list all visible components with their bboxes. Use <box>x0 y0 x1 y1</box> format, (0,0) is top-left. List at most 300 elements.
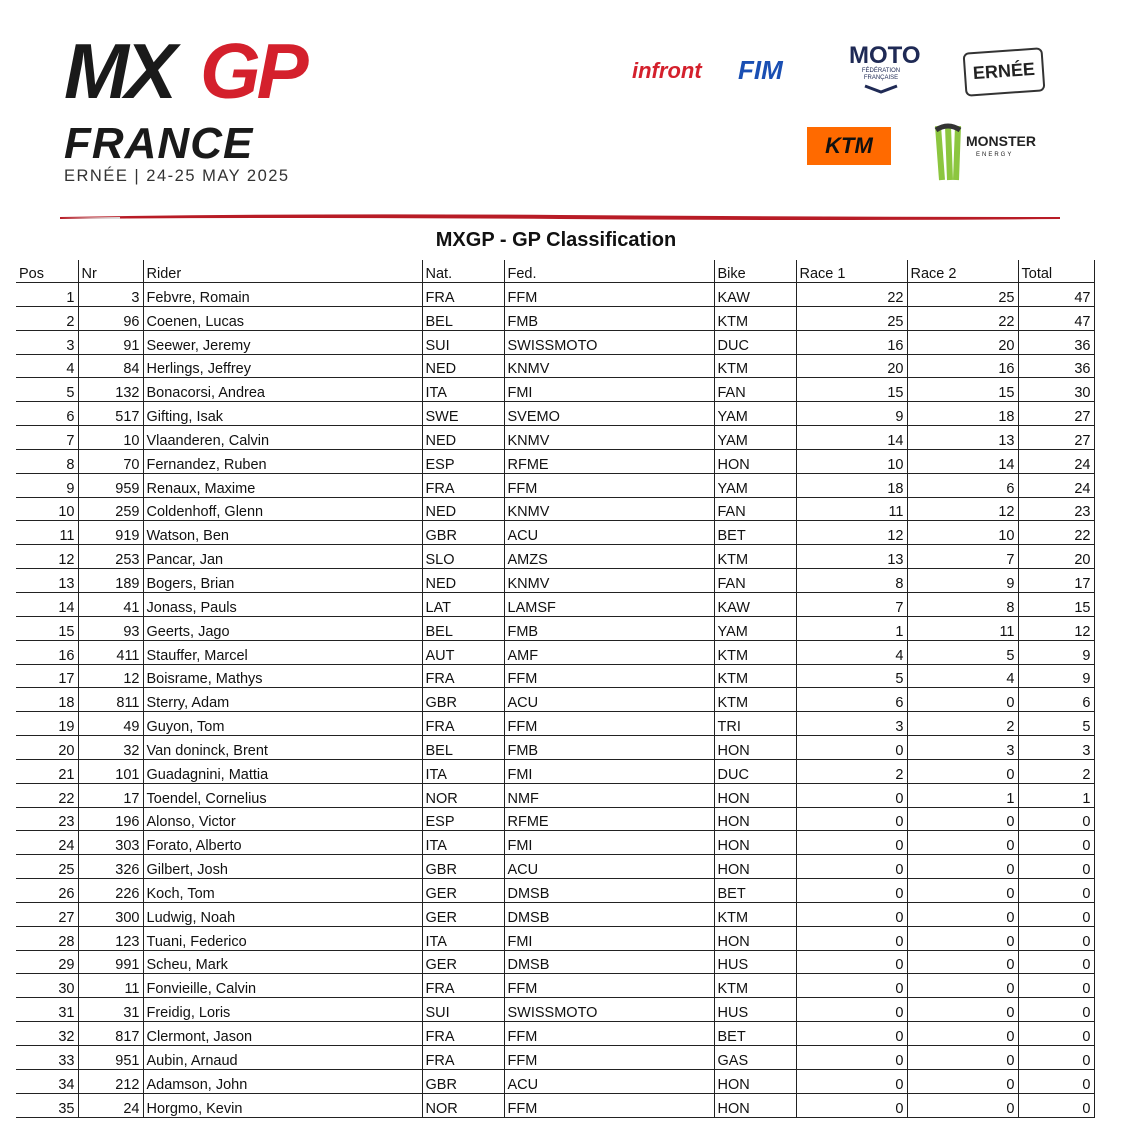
cell-fed: FFM <box>504 283 714 307</box>
cell-fed: AMZS <box>504 545 714 569</box>
cell-rider: Sterry, Adam <box>143 688 422 712</box>
cell-bike: KAW <box>714 592 796 616</box>
table-row <box>16 1093 1094 1117</box>
cell-race2: 11 <box>907 616 1018 640</box>
cell-race2: 13 <box>907 426 1018 450</box>
cell-race1: 8 <box>796 569 907 593</box>
cell-nr: 811 <box>78 688 143 712</box>
cell-bike: KTM <box>714 688 796 712</box>
cell-fed: ACU <box>504 688 714 712</box>
classification-table <box>16 260 1095 1118</box>
column-header-race1: Race 1 <box>796 260 907 283</box>
cell-race1: 0 <box>796 1069 907 1093</box>
cell-bike: HON <box>714 831 796 855</box>
table-row <box>16 569 1094 593</box>
column-header-nat: Nat. <box>422 260 504 283</box>
cell-pos: 14 <box>16 592 78 616</box>
cell-race2: 0 <box>907 879 1018 903</box>
cell-bike: BET <box>714 879 796 903</box>
cell-nat: NED <box>422 354 504 378</box>
cell-rider: Coldenhoff, Glenn <box>143 497 422 521</box>
cell-bike: YAM <box>714 473 796 497</box>
cell-race2: 12 <box>907 497 1018 521</box>
cell-nat: BEL <box>422 306 504 330</box>
cell-nat: BEL <box>422 616 504 640</box>
cell-race2: 6 <box>907 473 1018 497</box>
event-name: FRANCE <box>64 119 254 168</box>
table-body <box>16 283 1094 1118</box>
column-header-rider: Rider <box>143 260 422 283</box>
cell-pos: 16 <box>16 640 78 664</box>
cell-total: 0 <box>1018 1069 1094 1093</box>
page-title: MXGP - GP Classification <box>435 229 677 251</box>
cell-fed: ACU <box>504 521 714 545</box>
cell-nat: FRA <box>422 664 504 688</box>
table-row <box>16 306 1094 330</box>
cell-race2: 8 <box>907 592 1018 616</box>
cell-race1: 0 <box>796 950 907 974</box>
cell-race1: 2 <box>796 759 907 783</box>
cell-race2: 0 <box>907 831 1018 855</box>
cell-nat: FRA <box>422 473 504 497</box>
cell-pos: 5 <box>16 378 78 402</box>
cell-nat: LAT <box>422 592 504 616</box>
cell-fed: FFM <box>504 1046 714 1070</box>
cell-fed: KNMV <box>504 497 714 521</box>
cell-bike: DUC <box>714 330 796 354</box>
cell-nr: 93 <box>78 616 143 640</box>
cell-pos: 4 <box>16 354 78 378</box>
cell-nat: GER <box>422 950 504 974</box>
cell-nr: 91 <box>78 330 143 354</box>
cell-race1: 20 <box>796 354 907 378</box>
cell-nr: 517 <box>78 402 143 426</box>
cell-pos: 3 <box>16 330 78 354</box>
cell-bike: HON <box>714 736 796 760</box>
cell-nr: 919 <box>78 521 143 545</box>
cell-pos: 11 <box>16 521 78 545</box>
cell-rider: Jonass, Pauls <box>143 592 422 616</box>
table-row <box>16 354 1094 378</box>
cell-pos: 29 <box>16 950 78 974</box>
cell-nat: NED <box>422 426 504 450</box>
infront-logo: infront <box>632 58 702 83</box>
cell-race1: 0 <box>796 1093 907 1117</box>
cell-race2: 7 <box>907 545 1018 569</box>
cell-race2: 0 <box>907 1093 1018 1117</box>
column-header-nr: Nr <box>78 260 143 283</box>
cell-rider: Tuani, Federico <box>143 926 422 950</box>
cell-nat: ITA <box>422 378 504 402</box>
cell-race2: 15 <box>907 378 1018 402</box>
cell-rider: Vlaanderen, Calvin <box>143 426 422 450</box>
cell-fed: SWISSMOTO <box>504 998 714 1022</box>
cell-race1: 14 <box>796 426 907 450</box>
cell-nat: FRA <box>422 712 504 736</box>
column-header-total: Total <box>1018 260 1094 283</box>
table-row <box>16 616 1094 640</box>
table-row <box>16 783 1094 807</box>
cell-race1: 25 <box>796 306 907 330</box>
cell-bike: YAM <box>714 616 796 640</box>
cell-total: 17 <box>1018 569 1094 593</box>
cell-nr: 951 <box>78 1046 143 1070</box>
cell-race1: 0 <box>796 783 907 807</box>
cell-bike: BET <box>714 521 796 545</box>
table-row <box>16 736 1094 760</box>
cell-race2: 0 <box>907 1069 1018 1093</box>
cell-rider: Toendel, Cornelius <box>143 783 422 807</box>
cell-race2: 0 <box>907 1046 1018 1070</box>
cell-race2: 0 <box>907 974 1018 998</box>
cell-rider: Freidig, Loris <box>143 998 422 1022</box>
cell-fed: DMSB <box>504 902 714 926</box>
cell-total: 9 <box>1018 640 1094 664</box>
cell-fed: ACU <box>504 855 714 879</box>
cell-race2: 18 <box>907 402 1018 426</box>
cell-race2: 2 <box>907 712 1018 736</box>
table-row <box>16 473 1094 497</box>
cell-pos: 23 <box>16 807 78 831</box>
cell-race2: 0 <box>907 855 1018 879</box>
cell-pos: 17 <box>16 664 78 688</box>
cell-nr: 300 <box>78 902 143 926</box>
cell-nr: 70 <box>78 449 143 473</box>
cell-nat: NED <box>422 569 504 593</box>
cell-bike: KTM <box>714 640 796 664</box>
table-row <box>16 283 1094 307</box>
cell-rider: Boisrame, Mathys <box>143 664 422 688</box>
cell-nr: 303 <box>78 831 143 855</box>
cell-pos: 35 <box>16 1093 78 1117</box>
fim-logo: FIM <box>738 55 783 85</box>
cell-nat: SUI <box>422 998 504 1022</box>
cell-bike: KAW <box>714 283 796 307</box>
cell-rider: Adamson, John <box>143 1069 422 1093</box>
cell-total: 47 <box>1018 306 1094 330</box>
cell-race1: 0 <box>796 926 907 950</box>
table-row <box>16 497 1094 521</box>
cell-total: 0 <box>1018 950 1094 974</box>
cell-race1: 0 <box>796 1046 907 1070</box>
cell-nat: FRA <box>422 1046 504 1070</box>
cell-total: 1 <box>1018 783 1094 807</box>
cell-race2: 16 <box>907 354 1018 378</box>
cell-total: 23 <box>1018 497 1094 521</box>
cell-race1: 11 <box>796 497 907 521</box>
cell-bike: HON <box>714 926 796 950</box>
cell-rider: Fonvieille, Calvin <box>143 974 422 998</box>
cell-race2: 0 <box>907 926 1018 950</box>
cell-race1: 0 <box>796 902 907 926</box>
cell-nr: 959 <box>78 473 143 497</box>
cell-nat: SWE <box>422 402 504 426</box>
cell-rider: Forato, Alberto <box>143 831 422 855</box>
cell-race1: 15 <box>796 378 907 402</box>
cell-fed: KNMV <box>504 354 714 378</box>
cell-nat: NOR <box>422 1093 504 1117</box>
cell-total: 0 <box>1018 998 1094 1022</box>
cell-fed: FFM <box>504 974 714 998</box>
cell-nr: 32 <box>78 736 143 760</box>
cell-total: 0 <box>1018 926 1094 950</box>
column-header-bike: Bike <box>714 260 796 283</box>
cell-fed: SWISSMOTO <box>504 330 714 354</box>
cell-nat: FRA <box>422 1022 504 1046</box>
cell-nr: 132 <box>78 378 143 402</box>
cell-bike: HON <box>714 1069 796 1093</box>
cell-fed: KNMV <box>504 426 714 450</box>
cell-total: 15 <box>1018 592 1094 616</box>
cell-pos: 22 <box>16 783 78 807</box>
cell-rider: Gilbert, Josh <box>143 855 422 879</box>
cell-pos: 10 <box>16 497 78 521</box>
cell-nr: 96 <box>78 306 143 330</box>
cell-rider: Horgmo, Kevin <box>143 1093 422 1117</box>
cell-nat: SUI <box>422 330 504 354</box>
svg-text:ENERGY: ENERGY <box>976 152 1014 158</box>
table-row <box>16 1069 1094 1093</box>
cell-total: 27 <box>1018 402 1094 426</box>
cell-fed: AMF <box>504 640 714 664</box>
cell-bike: KTM <box>714 974 796 998</box>
cell-total: 24 <box>1018 449 1094 473</box>
cell-nr: 84 <box>78 354 143 378</box>
cell-fed: FMI <box>504 831 714 855</box>
cell-pos: 31 <box>16 998 78 1022</box>
table-row <box>16 688 1094 712</box>
cell-race1: 18 <box>796 473 907 497</box>
cell-rider: Bogers, Brian <box>143 569 422 593</box>
cell-race1: 13 <box>796 545 907 569</box>
svg-text:MX: MX <box>64 30 173 110</box>
cell-fed: FFM <box>504 473 714 497</box>
cell-pos: 28 <box>16 926 78 950</box>
cell-nr: 189 <box>78 569 143 593</box>
cell-pos: 7 <box>16 426 78 450</box>
cell-pos: 18 <box>16 688 78 712</box>
cell-fed: FFM <box>504 1093 714 1117</box>
cell-race1: 0 <box>796 879 907 903</box>
cell-race2: 1 <box>907 783 1018 807</box>
cell-pos: 12 <box>16 545 78 569</box>
cell-rider: Gifting, Isak <box>143 402 422 426</box>
cell-race1: 9 <box>796 402 907 426</box>
cell-rider: Aubin, Arnaud <box>143 1046 422 1070</box>
cell-pos: 32 <box>16 1022 78 1046</box>
cell-bike: YAM <box>714 402 796 426</box>
cell-rider: Koch, Tom <box>143 879 422 903</box>
cell-nr: 49 <box>78 712 143 736</box>
cell-total: 0 <box>1018 1022 1094 1046</box>
table-row <box>16 426 1094 450</box>
cell-bike: HUS <box>714 998 796 1022</box>
cell-fed: FMI <box>504 759 714 783</box>
cell-nat: GBR <box>422 1069 504 1093</box>
cell-fed: FMI <box>504 378 714 402</box>
cell-race2: 10 <box>907 521 1018 545</box>
cell-nat: BEL <box>422 736 504 760</box>
cell-race1: 0 <box>796 807 907 831</box>
cell-fed: FFM <box>504 664 714 688</box>
cell-pos: 33 <box>16 1046 78 1070</box>
cell-rider: Coenen, Lucas <box>143 306 422 330</box>
cell-nr: 10 <box>78 426 143 450</box>
cell-nr: 12 <box>78 664 143 688</box>
cell-pos: 20 <box>16 736 78 760</box>
cell-bike: HON <box>714 855 796 879</box>
cell-nr: 123 <box>78 926 143 950</box>
cell-nat: AUT <box>422 640 504 664</box>
cell-nr: 259 <box>78 497 143 521</box>
cell-nr: 3 <box>78 283 143 307</box>
cell-race1: 3 <box>796 712 907 736</box>
cell-race2: 0 <box>907 902 1018 926</box>
cell-rider: Guadagnini, Mattia <box>143 759 422 783</box>
cell-race2: 0 <box>907 950 1018 974</box>
cell-total: 0 <box>1018 879 1094 903</box>
cell-nat: GBR <box>422 521 504 545</box>
cell-pos: 15 <box>16 616 78 640</box>
cell-pos: 8 <box>16 449 78 473</box>
cell-nat: GBR <box>422 855 504 879</box>
cell-fed: FFM <box>504 1022 714 1046</box>
cell-race1: 4 <box>796 640 907 664</box>
cell-rider: Fernandez, Ruben <box>143 449 422 473</box>
cell-total: 36 <box>1018 354 1094 378</box>
cell-rider: Bonacorsi, Andrea <box>143 378 422 402</box>
cell-bike: HON <box>714 807 796 831</box>
cell-race1: 5 <box>796 664 907 688</box>
cell-rider: Seewer, Jeremy <box>143 330 422 354</box>
cell-pos: 24 <box>16 831 78 855</box>
cell-nat: SLO <box>422 545 504 569</box>
cell-nat: NOR <box>422 783 504 807</box>
cell-pos: 25 <box>16 855 78 879</box>
cell-race1: 0 <box>796 974 907 998</box>
cell-total: 36 <box>1018 330 1094 354</box>
table-row <box>16 926 1094 950</box>
table-row <box>16 974 1094 998</box>
cell-nat: GBR <box>422 688 504 712</box>
event-subtitle: ERNÉE | 24-25 MAY 2025 <box>64 167 290 185</box>
cell-total: 47 <box>1018 283 1094 307</box>
cell-bike: HON <box>714 449 796 473</box>
table-row <box>16 521 1094 545</box>
cell-rider: Watson, Ben <box>143 521 422 545</box>
cell-fed: FMI <box>504 926 714 950</box>
cell-bike: YAM <box>714 426 796 450</box>
cell-rider: Scheu, Mark <box>143 950 422 974</box>
cell-nr: 817 <box>78 1022 143 1046</box>
cell-rider: Geerts, Jago <box>143 616 422 640</box>
cell-rider: Febvre, Romain <box>143 283 422 307</box>
cell-total: 0 <box>1018 1046 1094 1070</box>
cell-total: 22 <box>1018 521 1094 545</box>
cell-race2: 14 <box>907 449 1018 473</box>
cell-nr: 196 <box>78 807 143 831</box>
cell-race1: 10 <box>796 449 907 473</box>
ffm-moto-logo <box>849 42 921 99</box>
table-row <box>16 402 1094 426</box>
cell-total: 3 <box>1018 736 1094 760</box>
cell-total: 27 <box>1018 426 1094 450</box>
cell-bike: DUC <box>714 759 796 783</box>
cell-nat: ESP <box>422 807 504 831</box>
cell-nr: 41 <box>78 592 143 616</box>
table-row <box>16 330 1094 354</box>
cell-bike: KTM <box>714 354 796 378</box>
moto-logo-text: MOTO <box>849 42 921 69</box>
cell-race2: 0 <box>907 807 1018 831</box>
cell-nat: ITA <box>422 831 504 855</box>
cell-race1: 0 <box>796 1022 907 1046</box>
cell-race1: 0 <box>796 998 907 1022</box>
cell-bike: KTM <box>714 306 796 330</box>
cell-fed: FMB <box>504 306 714 330</box>
table-header-row <box>16 260 1094 283</box>
column-header-race2: Race 2 <box>907 260 1018 283</box>
cell-nr: 101 <box>78 759 143 783</box>
cell-nr: 991 <box>78 950 143 974</box>
cell-race1: 0 <box>796 736 907 760</box>
table-row <box>16 807 1094 831</box>
column-header-fed: Fed. <box>504 260 714 283</box>
cell-rider: Ludwig, Noah <box>143 902 422 926</box>
table-row <box>16 759 1094 783</box>
cell-total: 24 <box>1018 473 1094 497</box>
cell-race1: 0 <box>796 855 907 879</box>
chevron-down-icon <box>861 84 901 94</box>
svg-text:GP: GP <box>200 30 305 110</box>
monster-energy-logo <box>932 120 1050 184</box>
cell-fed: RFME <box>504 449 714 473</box>
cell-nat: ITA <box>422 926 504 950</box>
cell-race1: 16 <box>796 330 907 354</box>
cell-total: 20 <box>1018 545 1094 569</box>
cell-fed: DMSB <box>504 950 714 974</box>
cell-bike: KTM <box>714 545 796 569</box>
cell-rider: Herlings, Jeffrey <box>143 354 422 378</box>
table-row <box>16 1046 1094 1070</box>
cell-fed: ACU <box>504 1069 714 1093</box>
cell-race1: 0 <box>796 831 907 855</box>
red-divider <box>60 211 1060 223</box>
cell-total: 0 <box>1018 831 1094 855</box>
cell-rider: Guyon, Tom <box>143 712 422 736</box>
cell-pos: 30 <box>16 974 78 998</box>
cell-pos: 13 <box>16 569 78 593</box>
cell-nat: FRA <box>422 283 504 307</box>
cell-race2: 5 <box>907 640 1018 664</box>
cell-pos: 1 <box>16 283 78 307</box>
cell-race2: 9 <box>907 569 1018 593</box>
moto-club-ernee-logo: ERNÉE <box>963 47 1046 96</box>
cell-nat: GER <box>422 879 504 903</box>
cell-bike: HUS <box>714 950 796 974</box>
cell-pos: 26 <box>16 879 78 903</box>
cell-bike: FAN <box>714 497 796 521</box>
cell-bike: KTM <box>714 902 796 926</box>
cell-nat: ESP <box>422 449 504 473</box>
cell-race1: 7 <box>796 592 907 616</box>
cell-race2: 0 <box>907 1022 1018 1046</box>
cell-nat: GER <box>422 902 504 926</box>
table-row <box>16 449 1094 473</box>
cell-total: 0 <box>1018 902 1094 926</box>
column-header-pos: Pos <box>16 260 78 283</box>
cell-total: 6 <box>1018 688 1094 712</box>
